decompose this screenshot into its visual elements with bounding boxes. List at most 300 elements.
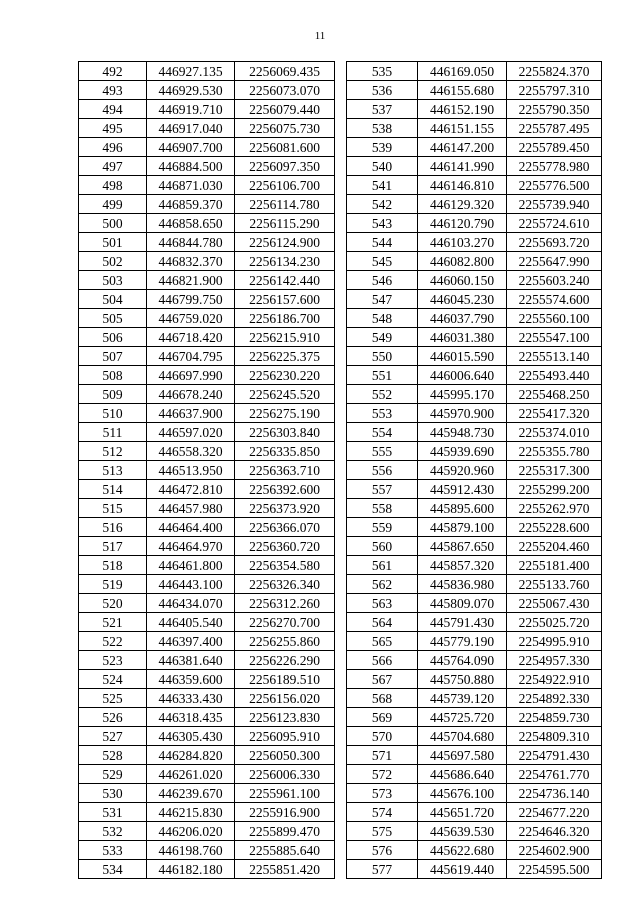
table-row bbox=[79, 689, 335, 708]
y-coordinate-cell: 2256245.520 bbox=[235, 385, 335, 404]
x-coordinate-cell: 445750.880 bbox=[418, 670, 507, 689]
x-coordinate-cell: 445912.430 bbox=[418, 480, 507, 499]
point-number-cell: 519 bbox=[79, 575, 147, 594]
table-row bbox=[79, 347, 335, 366]
x-coordinate-cell: 446006.640 bbox=[418, 366, 507, 385]
y-coordinate-cell: 2256106.700 bbox=[235, 176, 335, 195]
y-coordinate-cell: 2255790.350 bbox=[507, 100, 602, 119]
x-coordinate-cell: 445779.190 bbox=[418, 632, 507, 651]
y-coordinate-cell: 2255355.780 bbox=[507, 442, 602, 461]
point-number-cell: 532 bbox=[79, 822, 147, 841]
x-coordinate-cell: 446461.800 bbox=[147, 556, 235, 575]
table-row bbox=[347, 290, 602, 309]
y-coordinate-cell: 2256326.340 bbox=[235, 575, 335, 594]
x-coordinate-cell: 446284.820 bbox=[147, 746, 235, 765]
y-coordinate-cell: 2255133.760 bbox=[507, 575, 602, 594]
point-number-cell: 524 bbox=[79, 670, 147, 689]
x-coordinate-cell: 445809.070 bbox=[418, 594, 507, 613]
x-coordinate-cell: 445725.720 bbox=[418, 708, 507, 727]
y-coordinate-cell: 2255787.495 bbox=[507, 119, 602, 138]
x-coordinate-cell: 446182.180 bbox=[147, 860, 235, 879]
point-number-cell: 556 bbox=[347, 461, 418, 480]
point-number-cell: 511 bbox=[79, 423, 147, 442]
table-row bbox=[347, 613, 602, 632]
x-coordinate-cell: 446759.020 bbox=[147, 309, 235, 328]
point-number-cell: 521 bbox=[79, 613, 147, 632]
coordinates-table-right bbox=[346, 61, 602, 879]
y-coordinate-cell: 2256156.020 bbox=[235, 689, 335, 708]
y-coordinate-cell: 2256081.600 bbox=[235, 138, 335, 157]
table-row bbox=[347, 233, 602, 252]
y-coordinate-cell: 2256360.720 bbox=[235, 537, 335, 556]
table-row bbox=[79, 214, 335, 233]
point-number-cell: 525 bbox=[79, 689, 147, 708]
table-row bbox=[79, 556, 335, 575]
y-coordinate-cell: 2254892.330 bbox=[507, 689, 602, 708]
y-coordinate-cell: 2256275.190 bbox=[235, 404, 335, 423]
table-row bbox=[347, 575, 602, 594]
table-row bbox=[347, 632, 602, 651]
point-number-cell: 569 bbox=[347, 708, 418, 727]
point-number-cell: 538 bbox=[347, 119, 418, 138]
y-coordinate-cell: 2255547.100 bbox=[507, 328, 602, 347]
x-coordinate-cell: 446443.100 bbox=[147, 575, 235, 594]
point-number-cell: 507 bbox=[79, 347, 147, 366]
table-row bbox=[79, 138, 335, 157]
y-coordinate-cell: 2256157.600 bbox=[235, 290, 335, 309]
x-coordinate-cell: 446697.990 bbox=[147, 366, 235, 385]
table-row bbox=[79, 594, 335, 613]
y-coordinate-cell: 2255468.250 bbox=[507, 385, 602, 404]
table-row bbox=[347, 860, 602, 879]
y-coordinate-cell: 2254761.770 bbox=[507, 765, 602, 784]
point-number-cell: 522 bbox=[79, 632, 147, 651]
x-coordinate-cell: 446464.400 bbox=[147, 518, 235, 537]
table-row bbox=[79, 423, 335, 442]
x-coordinate-cell: 446359.600 bbox=[147, 670, 235, 689]
table-row bbox=[347, 404, 602, 423]
y-coordinate-cell: 2255067.430 bbox=[507, 594, 602, 613]
table-row bbox=[79, 860, 335, 879]
table-row bbox=[79, 233, 335, 252]
x-coordinate-cell: 446832.370 bbox=[147, 252, 235, 271]
x-coordinate-cell: 446513.950 bbox=[147, 461, 235, 480]
point-number-cell: 494 bbox=[79, 100, 147, 119]
point-number-cell: 492 bbox=[79, 62, 147, 81]
y-coordinate-cell: 2256123.830 bbox=[235, 708, 335, 727]
point-number-cell: 564 bbox=[347, 613, 418, 632]
point-number-cell: 510 bbox=[79, 404, 147, 423]
y-coordinate-cell: 2256186.700 bbox=[235, 309, 335, 328]
table-body-left bbox=[79, 62, 335, 879]
y-coordinate-cell: 2256069.435 bbox=[235, 62, 335, 81]
point-number-cell: 542 bbox=[347, 195, 418, 214]
y-coordinate-cell: 2255513.140 bbox=[507, 347, 602, 366]
point-number-cell: 501 bbox=[79, 233, 147, 252]
point-number-cell: 505 bbox=[79, 309, 147, 328]
table-row bbox=[79, 708, 335, 727]
table-row bbox=[347, 309, 602, 328]
y-coordinate-cell: 2256392.600 bbox=[235, 480, 335, 499]
y-coordinate-cell: 2254922.910 bbox=[507, 670, 602, 689]
table-row bbox=[347, 537, 602, 556]
x-coordinate-cell: 445697.580 bbox=[418, 746, 507, 765]
table-row bbox=[347, 81, 602, 100]
point-number-cell: 516 bbox=[79, 518, 147, 537]
x-coordinate-cell: 445739.120 bbox=[418, 689, 507, 708]
y-coordinate-cell: 2256095.910 bbox=[235, 727, 335, 746]
x-coordinate-cell: 445622.680 bbox=[418, 841, 507, 860]
x-coordinate-cell: 446141.990 bbox=[418, 157, 507, 176]
table-row bbox=[79, 252, 335, 271]
x-coordinate-cell: 445836.980 bbox=[418, 575, 507, 594]
point-number-cell: 565 bbox=[347, 632, 418, 651]
x-coordinate-cell: 446305.430 bbox=[147, 727, 235, 746]
point-number-cell: 496 bbox=[79, 138, 147, 157]
table-row bbox=[347, 803, 602, 822]
x-coordinate-cell: 445948.730 bbox=[418, 423, 507, 442]
point-number-cell: 535 bbox=[347, 62, 418, 81]
point-number-cell: 497 bbox=[79, 157, 147, 176]
table-row bbox=[79, 822, 335, 841]
table-row bbox=[79, 575, 335, 594]
y-coordinate-cell: 2255899.470 bbox=[235, 822, 335, 841]
table-row bbox=[347, 499, 602, 518]
x-coordinate-cell: 446397.400 bbox=[147, 632, 235, 651]
y-coordinate-cell: 2255797.310 bbox=[507, 81, 602, 100]
point-number-cell: 517 bbox=[79, 537, 147, 556]
y-coordinate-cell: 2256097.350 bbox=[235, 157, 335, 176]
y-coordinate-cell: 2256215.910 bbox=[235, 328, 335, 347]
table-row bbox=[347, 252, 602, 271]
y-coordinate-cell: 2254736.140 bbox=[507, 784, 602, 803]
y-coordinate-cell: 2256373.920 bbox=[235, 499, 335, 518]
point-number-cell: 547 bbox=[347, 290, 418, 309]
x-coordinate-cell: 446464.970 bbox=[147, 537, 235, 556]
table-row bbox=[79, 328, 335, 347]
x-coordinate-cell: 446031.380 bbox=[418, 328, 507, 347]
y-coordinate-cell: 2255560.100 bbox=[507, 309, 602, 328]
table-row bbox=[347, 461, 602, 480]
y-coordinate-cell: 2256303.840 bbox=[235, 423, 335, 442]
point-number-cell: 493 bbox=[79, 81, 147, 100]
point-number-cell: 558 bbox=[347, 499, 418, 518]
point-number-cell: 563 bbox=[347, 594, 418, 613]
y-coordinate-cell: 2256124.900 bbox=[235, 233, 335, 252]
point-number-cell: 551 bbox=[347, 366, 418, 385]
point-number-cell: 537 bbox=[347, 100, 418, 119]
point-number-cell: 530 bbox=[79, 784, 147, 803]
point-number-cell: 577 bbox=[347, 860, 418, 879]
point-number-cell: 504 bbox=[79, 290, 147, 309]
table-row bbox=[347, 442, 602, 461]
x-coordinate-cell: 446704.795 bbox=[147, 347, 235, 366]
y-coordinate-cell: 2256006.330 bbox=[235, 765, 335, 784]
point-number-cell: 528 bbox=[79, 746, 147, 765]
x-coordinate-cell: 445651.720 bbox=[418, 803, 507, 822]
x-coordinate-cell: 445619.440 bbox=[418, 860, 507, 879]
table-row bbox=[347, 176, 602, 195]
table-row bbox=[79, 271, 335, 290]
table-row bbox=[79, 442, 335, 461]
point-number-cell: 566 bbox=[347, 651, 418, 670]
x-coordinate-cell: 446198.760 bbox=[147, 841, 235, 860]
table-row bbox=[79, 119, 335, 138]
table-row bbox=[79, 518, 335, 537]
table-row bbox=[79, 62, 335, 81]
x-coordinate-cell: 445939.690 bbox=[418, 442, 507, 461]
x-coordinate-cell: 446146.810 bbox=[418, 176, 507, 195]
table-row bbox=[347, 556, 602, 575]
x-coordinate-cell: 445920.960 bbox=[418, 461, 507, 480]
x-coordinate-cell: 446799.750 bbox=[147, 290, 235, 309]
point-number-cell: 574 bbox=[347, 803, 418, 822]
x-coordinate-cell: 446381.640 bbox=[147, 651, 235, 670]
point-number-cell: 536 bbox=[347, 81, 418, 100]
point-number-cell: 541 bbox=[347, 176, 418, 195]
page-number: 11 bbox=[314, 30, 326, 42]
table-row bbox=[79, 309, 335, 328]
y-coordinate-cell: 2254595.500 bbox=[507, 860, 602, 879]
x-coordinate-cell: 446884.500 bbox=[147, 157, 235, 176]
point-number-cell: 514 bbox=[79, 480, 147, 499]
table-row bbox=[79, 81, 335, 100]
x-coordinate-cell: 446919.710 bbox=[147, 100, 235, 119]
point-number-cell: 498 bbox=[79, 176, 147, 195]
point-number-cell: 567 bbox=[347, 670, 418, 689]
x-coordinate-cell: 446045.230 bbox=[418, 290, 507, 309]
point-number-cell: 520 bbox=[79, 594, 147, 613]
point-number-cell: 529 bbox=[79, 765, 147, 784]
x-coordinate-cell: 446558.320 bbox=[147, 442, 235, 461]
point-number-cell: 509 bbox=[79, 385, 147, 404]
x-coordinate-cell: 446858.650 bbox=[147, 214, 235, 233]
y-coordinate-cell: 2255204.460 bbox=[507, 537, 602, 556]
x-coordinate-cell: 446821.900 bbox=[147, 271, 235, 290]
table-row bbox=[347, 385, 602, 404]
point-number-cell: 555 bbox=[347, 442, 418, 461]
point-number-cell: 550 bbox=[347, 347, 418, 366]
point-number-cell: 539 bbox=[347, 138, 418, 157]
point-number-cell: 495 bbox=[79, 119, 147, 138]
y-coordinate-cell: 2256366.070 bbox=[235, 518, 335, 537]
y-coordinate-cell: 2255603.240 bbox=[507, 271, 602, 290]
table-row bbox=[347, 423, 602, 442]
table-row bbox=[347, 328, 602, 347]
point-number-cell: 544 bbox=[347, 233, 418, 252]
x-coordinate-cell: 446261.020 bbox=[147, 765, 235, 784]
x-coordinate-cell: 446155.680 bbox=[418, 81, 507, 100]
y-coordinate-cell: 2255647.990 bbox=[507, 252, 602, 271]
y-coordinate-cell: 2254646.320 bbox=[507, 822, 602, 841]
x-coordinate-cell: 446169.050 bbox=[418, 62, 507, 81]
y-coordinate-cell: 2255724.610 bbox=[507, 214, 602, 233]
point-number-cell: 549 bbox=[347, 328, 418, 347]
table-row bbox=[347, 746, 602, 765]
x-coordinate-cell: 446239.670 bbox=[147, 784, 235, 803]
y-coordinate-cell: 2254791.430 bbox=[507, 746, 602, 765]
y-coordinate-cell: 2255739.940 bbox=[507, 195, 602, 214]
x-coordinate-cell: 445686.640 bbox=[418, 765, 507, 784]
y-coordinate-cell: 2256225.375 bbox=[235, 347, 335, 366]
x-coordinate-cell: 446718.420 bbox=[147, 328, 235, 347]
point-number-cell: 576 bbox=[347, 841, 418, 860]
point-number-cell: 552 bbox=[347, 385, 418, 404]
point-number-cell: 545 bbox=[347, 252, 418, 271]
point-number-cell: 572 bbox=[347, 765, 418, 784]
point-number-cell: 575 bbox=[347, 822, 418, 841]
point-number-cell: 534 bbox=[79, 860, 147, 879]
x-coordinate-cell: 446405.540 bbox=[147, 613, 235, 632]
table-row bbox=[347, 727, 602, 746]
x-coordinate-cell: 445995.170 bbox=[418, 385, 507, 404]
y-coordinate-cell: 2256073.070 bbox=[235, 81, 335, 100]
point-number-cell: 557 bbox=[347, 480, 418, 499]
y-coordinate-cell: 2256226.290 bbox=[235, 651, 335, 670]
x-coordinate-cell: 445764.090 bbox=[418, 651, 507, 670]
table-row bbox=[79, 613, 335, 632]
x-coordinate-cell: 445867.650 bbox=[418, 537, 507, 556]
table-row bbox=[347, 518, 602, 537]
point-number-cell: 503 bbox=[79, 271, 147, 290]
y-coordinate-cell: 2255493.440 bbox=[507, 366, 602, 385]
y-coordinate-cell: 2256134.230 bbox=[235, 252, 335, 271]
y-coordinate-cell: 2254995.910 bbox=[507, 632, 602, 651]
x-coordinate-cell: 446678.240 bbox=[147, 385, 235, 404]
y-coordinate-cell: 2254957.330 bbox=[507, 651, 602, 670]
x-coordinate-cell: 445704.680 bbox=[418, 727, 507, 746]
table-row bbox=[347, 138, 602, 157]
table-row bbox=[79, 670, 335, 689]
x-coordinate-cell: 445791.430 bbox=[418, 613, 507, 632]
x-coordinate-cell: 445639.530 bbox=[418, 822, 507, 841]
point-number-cell: 508 bbox=[79, 366, 147, 385]
x-coordinate-cell: 446917.040 bbox=[147, 119, 235, 138]
x-coordinate-cell: 446457.980 bbox=[147, 499, 235, 518]
x-coordinate-cell: 446103.270 bbox=[418, 233, 507, 252]
table-row bbox=[347, 214, 602, 233]
y-coordinate-cell: 2254602.900 bbox=[507, 841, 602, 860]
table-row bbox=[79, 651, 335, 670]
point-number-cell: 499 bbox=[79, 195, 147, 214]
table-row bbox=[79, 784, 335, 803]
y-coordinate-cell: 2255181.400 bbox=[507, 556, 602, 575]
y-coordinate-cell: 2255693.720 bbox=[507, 233, 602, 252]
y-coordinate-cell: 2256050.300 bbox=[235, 746, 335, 765]
x-coordinate-cell: 446147.200 bbox=[418, 138, 507, 157]
table-row bbox=[79, 499, 335, 518]
point-number-cell: 513 bbox=[79, 461, 147, 480]
table-row bbox=[79, 765, 335, 784]
y-coordinate-cell: 2256189.510 bbox=[235, 670, 335, 689]
y-coordinate-cell: 2256075.730 bbox=[235, 119, 335, 138]
point-number-cell: 570 bbox=[347, 727, 418, 746]
y-coordinate-cell: 2256335.850 bbox=[235, 442, 335, 461]
table-row bbox=[347, 119, 602, 138]
table-row bbox=[79, 480, 335, 499]
x-coordinate-cell: 446129.320 bbox=[418, 195, 507, 214]
y-coordinate-cell: 2256114.780 bbox=[235, 195, 335, 214]
x-coordinate-cell: 446927.135 bbox=[147, 62, 235, 81]
y-coordinate-cell: 2255317.300 bbox=[507, 461, 602, 480]
y-coordinate-cell: 2255961.100 bbox=[235, 784, 335, 803]
point-number-cell: 506 bbox=[79, 328, 147, 347]
x-coordinate-cell: 445895.600 bbox=[418, 499, 507, 518]
table-row bbox=[347, 822, 602, 841]
y-coordinate-cell: 2256363.710 bbox=[235, 461, 335, 480]
x-coordinate-cell: 446637.900 bbox=[147, 404, 235, 423]
x-coordinate-cell: 445857.320 bbox=[418, 556, 507, 575]
table-row bbox=[347, 271, 602, 290]
table-row bbox=[347, 689, 602, 708]
point-number-cell: 560 bbox=[347, 537, 418, 556]
y-coordinate-cell: 2256270.700 bbox=[235, 613, 335, 632]
y-coordinate-cell: 2255374.010 bbox=[507, 423, 602, 442]
table-row bbox=[79, 537, 335, 556]
point-number-cell: 546 bbox=[347, 271, 418, 290]
y-coordinate-cell: 2255228.600 bbox=[507, 518, 602, 537]
x-coordinate-cell: 446060.150 bbox=[418, 271, 507, 290]
table-row bbox=[79, 841, 335, 860]
x-coordinate-cell: 446318.435 bbox=[147, 708, 235, 727]
y-coordinate-cell: 2254677.220 bbox=[507, 803, 602, 822]
point-number-cell: 573 bbox=[347, 784, 418, 803]
x-coordinate-cell: 446082.800 bbox=[418, 252, 507, 271]
table-row bbox=[79, 176, 335, 195]
table-row bbox=[347, 765, 602, 784]
point-number-cell: 502 bbox=[79, 252, 147, 271]
table-row bbox=[347, 594, 602, 613]
table-row bbox=[79, 100, 335, 119]
x-coordinate-cell: 446597.020 bbox=[147, 423, 235, 442]
y-coordinate-cell: 2256079.440 bbox=[235, 100, 335, 119]
table-row bbox=[79, 746, 335, 765]
table-row bbox=[79, 290, 335, 309]
point-number-cell: 500 bbox=[79, 214, 147, 233]
y-coordinate-cell: 2256142.440 bbox=[235, 271, 335, 290]
point-number-cell: 531 bbox=[79, 803, 147, 822]
x-coordinate-cell: 446037.790 bbox=[418, 309, 507, 328]
x-coordinate-cell: 446120.790 bbox=[418, 214, 507, 233]
table-row bbox=[79, 404, 335, 423]
x-coordinate-cell: 446907.700 bbox=[147, 138, 235, 157]
point-number-cell: 512 bbox=[79, 442, 147, 461]
y-coordinate-cell: 2256354.580 bbox=[235, 556, 335, 575]
table-row bbox=[347, 651, 602, 670]
point-number-cell: 571 bbox=[347, 746, 418, 765]
point-number-cell: 553 bbox=[347, 404, 418, 423]
y-coordinate-cell: 2255776.500 bbox=[507, 176, 602, 195]
point-number-cell: 527 bbox=[79, 727, 147, 746]
table-row bbox=[79, 461, 335, 480]
table-body-right bbox=[347, 62, 602, 879]
table-row bbox=[79, 366, 335, 385]
y-coordinate-cell: 2255262.970 bbox=[507, 499, 602, 518]
table-row bbox=[347, 670, 602, 689]
x-coordinate-cell: 446844.780 bbox=[147, 233, 235, 252]
y-coordinate-cell: 2255778.980 bbox=[507, 157, 602, 176]
x-coordinate-cell: 446215.830 bbox=[147, 803, 235, 822]
table-row bbox=[347, 784, 602, 803]
point-number-cell: 562 bbox=[347, 575, 418, 594]
y-coordinate-cell: 2255789.450 bbox=[507, 138, 602, 157]
point-number-cell: 559 bbox=[347, 518, 418, 537]
table-row bbox=[79, 157, 335, 176]
table-row bbox=[347, 195, 602, 214]
x-coordinate-cell: 446333.430 bbox=[147, 689, 235, 708]
y-coordinate-cell: 2255574.600 bbox=[507, 290, 602, 309]
table-row bbox=[347, 347, 602, 366]
